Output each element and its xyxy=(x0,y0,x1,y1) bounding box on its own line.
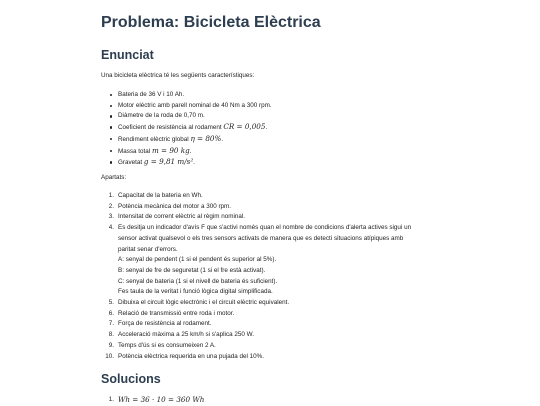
characteristic-item: Diàmetre de la roda de 0,70 m. xyxy=(118,111,272,122)
task-item: 5. Dibuixa el circuit lògic electrònic i el circuit elèctric equivalent. xyxy=(101,298,431,309)
solutions-list xyxy=(101,394,204,406)
math-expression: CR = 0,005 xyxy=(223,122,266,132)
section-heading-solucions: Solucions xyxy=(101,372,161,386)
task-item: 7. Força de resistència al rodament. xyxy=(101,319,431,330)
task-item: 1. Capacitat de la bateria en Wh. xyxy=(101,191,431,202)
solution-item xyxy=(101,394,204,406)
apartats-list xyxy=(101,191,431,362)
task-number: 8. xyxy=(108,331,114,339)
math-expression: η = 80% xyxy=(190,133,222,143)
task-item: 10. Potència elèctrica requerida en una pujada del 10%. xyxy=(101,352,431,363)
characteristic-item: Rendiment elèctric global η = 80%. xyxy=(118,134,272,146)
math-expression: g = 9,81 m/s² xyxy=(143,157,194,167)
task-item: 8. Acceleració màxima a 25 km/h si s'aplica 250 W. xyxy=(101,330,431,341)
apartats-label: Apartats: xyxy=(101,174,127,181)
task-item: 2. Potència mecànica del motor a 300 rpm. xyxy=(101,202,431,213)
characteristic-item: Massa total m = 90 kg. xyxy=(118,146,272,158)
task-number: 5. xyxy=(108,299,114,307)
task-number: 6. xyxy=(108,309,114,317)
characteristic-item: Gravetat g = 9,81 m/s². xyxy=(118,157,272,169)
task-item: 6. Relació de transmissió entre roda i motor. xyxy=(101,309,431,320)
task-number: 10. xyxy=(105,352,114,360)
task-item: 4. Es desitja un indicador d'avís F que s'activi només quan el nombre de condicions d'alerta actives sigui un sensor activat qualsevol o els tres sensors activats de manera que es detecti situacions atípiques amb paritat senar d'errors. A: senyal de pendent (1 si el pendent és superior al 5%). B: senyal de fre de seguretat (1 si el fre està activat). C: senyal de bateria (1 si el nivell de bateria és suficient). Fes taula de la veritat i funció lògica digital simplificada. xyxy=(101,223,431,298)
task-number: 3. xyxy=(108,213,114,221)
task-number: 4. xyxy=(108,224,114,232)
page-title: Problema: Bicicleta Elèctrica xyxy=(101,14,321,31)
task-item: 9. Temps d'ús si es consumeixen 2 A. xyxy=(101,341,431,352)
math-expression: Wh = 36 · 10 = 360 Wh xyxy=(118,395,205,404)
task-number: 7. xyxy=(108,320,114,328)
solution-number: 1. xyxy=(108,396,114,403)
math-expression: m = 90 kg xyxy=(151,145,190,155)
enunciat-intro: Una bicicleta elèctrica té les següents característiques: xyxy=(101,72,255,79)
task-number: 1. xyxy=(108,192,114,199)
task-number: 9. xyxy=(108,341,114,349)
task-item: 3. Intensitat de corrent elèctric al règim nominal. xyxy=(101,212,431,223)
characteristics-list xyxy=(101,90,272,169)
characteristic-item: Bateria de 36 V i 10 Ah. xyxy=(118,90,272,101)
task-number: 2. xyxy=(108,202,114,210)
section-heading-enunciat: Enunciat xyxy=(101,48,154,62)
characteristic-item: Motor elèctric amb parell nominal de 40 Nm a 300 rpm. xyxy=(118,101,272,112)
characteristic-item: Coeficient de resistència al rodament CR = 0,005. xyxy=(118,122,272,134)
